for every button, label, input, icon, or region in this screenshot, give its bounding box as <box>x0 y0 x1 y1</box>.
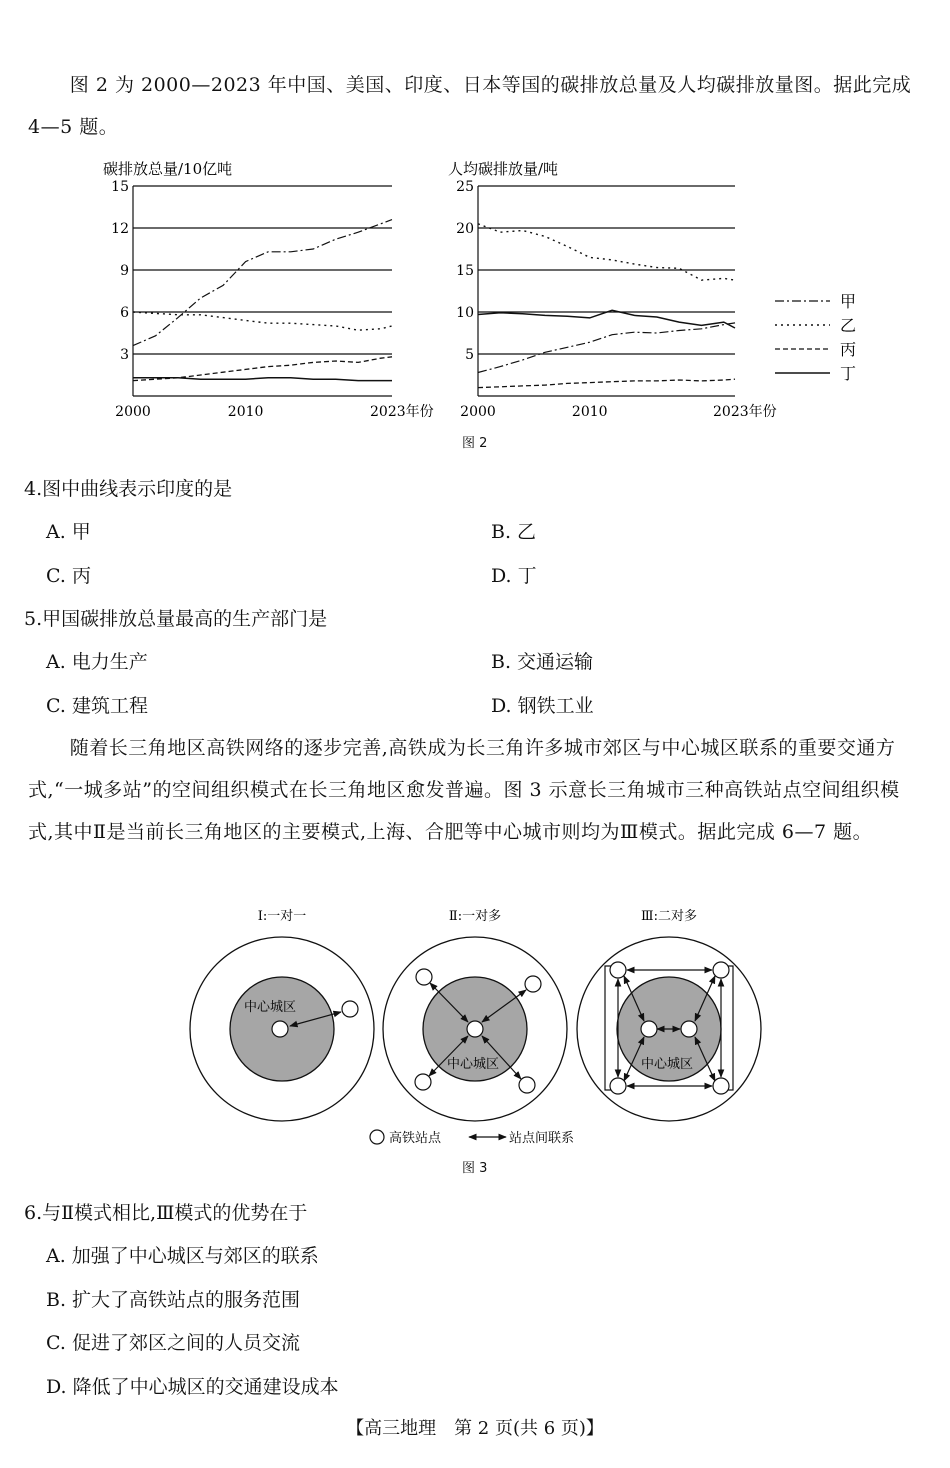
series-line-1 <box>478 323 735 373</box>
y-tick-label: 10 <box>456 305 474 321</box>
station-suburb-1 <box>342 1001 358 1017</box>
series-line-2 <box>133 312 392 330</box>
series-line-2 <box>478 224 735 280</box>
chart-per-capita-emissions <box>448 160 777 420</box>
station-suburb-2c <box>415 1074 431 1090</box>
y-axis-label: 碳排放总量/10亿吨 <box>103 160 233 178</box>
station-suburb-3d <box>713 1078 729 1094</box>
q4-option-c[interactable]: C. 丙 <box>46 565 91 587</box>
figure-3-caption: 图 3 <box>462 1161 488 1176</box>
q5-option-a[interactable]: A. 电力生产 <box>46 651 148 673</box>
series-line-4 <box>133 378 392 381</box>
station-center-2 <box>467 1021 483 1037</box>
q6-option-c[interactable]: C. 促进了郊区之间的人员交流 <box>46 1332 300 1354</box>
y-tick-label: 15 <box>456 263 474 279</box>
series-line-3 <box>478 379 735 387</box>
x-tick-label: 2000 <box>115 404 151 420</box>
x-tick-label: 2010 <box>571 404 608 420</box>
page-footer: 【高三地理 第 2 页(共 6 页)】 <box>346 1418 604 1439</box>
legend-link-label: 站点间联系 <box>509 1131 575 1146</box>
intro-paragraph-2: 随着长三角地区高铁网络的逐步完善,高铁成为长三角许多城市郊区与中心城区联系的重要交通方式,“一城多站”的空间组织模式在长三角地区愈发普遍。图 3 示意长三角城市三种高铁站点空间组织模式,其中Ⅱ是当前长三角地区的主要模式,上海、合肥等中心城市则均为Ⅲ模式。据此完成 6—7 题。 <box>28 737 900 843</box>
y-tick-label: 9 <box>120 263 129 279</box>
legend-station-label: 高铁站点 <box>389 1131 442 1146</box>
y-tick-label: 20 <box>456 221 474 237</box>
q5-option-d[interactable]: D. 钢铁工业 <box>491 695 594 717</box>
figure-2-caption: 图 2 <box>462 436 488 451</box>
chart-legend <box>775 292 856 383</box>
q5-option-b[interactable]: B. 交通运输 <box>491 651 594 673</box>
x-tick-label: 2000 <box>460 404 496 420</box>
station-suburb-2a <box>416 969 432 985</box>
x-tick-label: 2010 <box>227 404 264 420</box>
question-6-stem: 6.与Ⅱ模式相比,Ⅲ模式的优势在于 <box>24 1202 308 1224</box>
legend-label-1: 甲 <box>840 292 857 311</box>
series-line-3 <box>133 357 392 381</box>
y-tick-label: 12 <box>111 221 129 237</box>
legend-label-2: 乙 <box>840 316 857 335</box>
model-2-title: Ⅱ:一对多 <box>448 909 502 924</box>
center-label-3: 中心城区 <box>640 1057 694 1072</box>
legend-label-4: 丁 <box>840 364 857 383</box>
chart-total-emissions <box>103 160 434 420</box>
station-center-1 <box>272 1021 288 1037</box>
q6-option-d[interactable]: D. 降低了中心城区的交通建设成本 <box>46 1376 339 1398</box>
station-suburb-3a <box>610 962 626 978</box>
y-axis-label: 人均碳排放量/吨 <box>448 160 559 178</box>
q4-option-a[interactable]: A. 甲 <box>46 521 91 543</box>
station-center-3b <box>681 1021 697 1037</box>
y-tick-label: 6 <box>120 305 129 321</box>
q4-option-b[interactable]: B. 乙 <box>491 521 537 543</box>
q4-option-d[interactable]: D. 丁 <box>491 565 537 587</box>
y-tick-label: 15 <box>111 179 129 195</box>
legend-station-icon <box>370 1130 384 1144</box>
q6-option-b[interactable]: B. 扩大了高铁站点的服务范围 <box>46 1289 301 1311</box>
question-4-stem: 4.图中曲线表示印度的是 <box>24 478 233 500</box>
x-tick-label: 2023年份 <box>713 404 777 420</box>
model-1-title: Ⅰ:一对一 <box>257 909 307 924</box>
station-suburb-2d <box>519 1077 535 1093</box>
legend-label-3: 丙 <box>840 340 857 359</box>
station-center-3a <box>641 1021 657 1037</box>
series-line-4 <box>478 310 735 328</box>
y-tick-label: 3 <box>120 347 129 363</box>
station-suburb-2b <box>525 976 541 992</box>
y-tick-label: 25 <box>456 179 474 195</box>
station-suburb-3b <box>713 962 729 978</box>
q5-option-c[interactable]: C. 建筑工程 <box>46 695 148 717</box>
figure-3-diagram <box>0 900 950 1160</box>
q6-option-a[interactable]: A. 加强了中心城区与郊区的联系 <box>46 1245 319 1267</box>
y-tick-label: 5 <box>465 347 474 363</box>
x-tick-label: 2023年份 <box>370 404 434 420</box>
model-3-title: Ⅲ:二对多 <box>641 909 697 924</box>
intro-paragraph-1: 图 2 为 2000—2023 年中国、美国、印度、日本等国的碳排放总量及人均碳排放量图。据此完成 4—5 题。 <box>28 74 912 138</box>
station-suburb-3c <box>610 1078 626 1094</box>
figure-2-charts <box>0 150 950 460</box>
series-line-1 <box>133 220 392 346</box>
question-5-stem: 5.甲国碳排放总量最高的生产部门是 <box>24 608 328 630</box>
center-label-2: 中心城区 <box>446 1057 500 1072</box>
center-label-1: 中心城区 <box>243 1000 297 1015</box>
